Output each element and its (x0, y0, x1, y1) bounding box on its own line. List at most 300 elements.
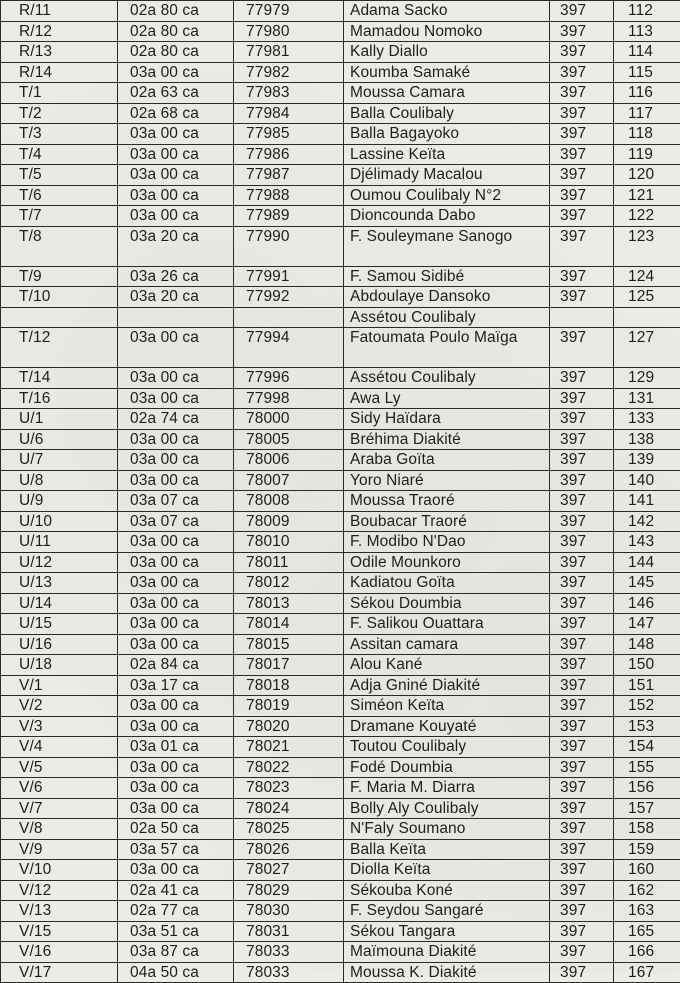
owner-name-cell: N'Faly Soumano (344, 819, 550, 840)
area-cell: 03a 07 ca (118, 491, 234, 512)
row-number-cell: 124 (614, 266, 680, 287)
reference-cell: 397 (550, 757, 614, 778)
lot-cell: V/6 (1, 778, 118, 799)
title-number-cell: 78017 (234, 655, 344, 676)
title-number-cell: 78029 (234, 880, 344, 901)
reference-cell: 397 (550, 962, 614, 983)
reference-cell: 397 (550, 839, 614, 860)
area-cell: 03a 00 ca (118, 368, 234, 389)
lot-cell: V/12 (1, 880, 118, 901)
row-number-cell (614, 307, 680, 328)
table-row (1, 83, 680, 104)
reference-cell: 397 (550, 655, 614, 676)
title-number-cell: 77998 (234, 388, 344, 409)
table-row (1, 287, 680, 308)
owner-name-cell: Balla Coulibaly (344, 103, 550, 124)
row-number-cell: 117 (614, 103, 680, 124)
area-cell: 02a 74 ca (118, 409, 234, 430)
area-cell: 03a 20 ca (118, 226, 234, 266)
lot-cell: T/10 (1, 287, 118, 308)
table-row (1, 962, 680, 983)
title-number-cell: 77984 (234, 103, 344, 124)
owner-name-cell: Balla Bagayoko (344, 124, 550, 145)
title-number-cell: 78018 (234, 675, 344, 696)
owner-name-cell: F. Modibo N'Dao (344, 532, 550, 553)
owner-name-cell: Sékou Doumbia (344, 593, 550, 614)
lot-cell: R/11 (1, 1, 118, 22)
table-row (1, 368, 680, 389)
table-row (1, 226, 680, 266)
title-number-cell: 78025 (234, 819, 344, 840)
table-row (1, 839, 680, 860)
lot-cell: V/7 (1, 798, 118, 819)
lot-cell: U/12 (1, 552, 118, 573)
row-number-cell: 159 (614, 839, 680, 860)
lot-cell: T/1 (1, 83, 118, 104)
title-number-cell: 77986 (234, 144, 344, 165)
row-number-cell: 151 (614, 675, 680, 696)
owner-name-cell: Moussa K. Diakité (344, 962, 550, 983)
owner-name-cell: F. Souleymane Sanogo (344, 226, 550, 266)
title-number-cell: 78005 (234, 429, 344, 450)
title-number-cell: 77990 (234, 226, 344, 266)
row-number-cell: 158 (614, 819, 680, 840)
area-cell: 03a 00 ca (118, 757, 234, 778)
reference-cell: 397 (550, 696, 614, 717)
title-number-cell: 78008 (234, 491, 344, 512)
row-number-cell: 156 (614, 778, 680, 799)
lot-cell: T/12 (1, 328, 118, 368)
reference-cell: 397 (550, 593, 614, 614)
area-cell: 04a 50 ca (118, 962, 234, 983)
title-number-cell: 78027 (234, 860, 344, 881)
table-row (1, 21, 680, 42)
area-cell: 03a 00 ca (118, 860, 234, 881)
lot-cell: T/2 (1, 103, 118, 124)
area-cell: 02a 80 ca (118, 1, 234, 22)
title-number-cell: 77989 (234, 206, 344, 227)
row-number-cell: 141 (614, 491, 680, 512)
row-number-cell: 112 (614, 1, 680, 22)
title-number-cell: 77983 (234, 83, 344, 104)
owner-name-cell: Djélimady Macalou (344, 165, 550, 186)
area-cell: 03a 00 ca (118, 696, 234, 717)
reference-cell: 397 (550, 552, 614, 573)
row-number-cell: 144 (614, 552, 680, 573)
row-number-cell: 167 (614, 962, 680, 983)
owner-name-cell: Boubacar Traoré (344, 511, 550, 532)
owner-name-cell: Siméon Keïta (344, 696, 550, 717)
area-cell: 03a 01 ca (118, 737, 234, 758)
lot-cell: U/9 (1, 491, 118, 512)
reference-cell: 397 (550, 206, 614, 227)
owner-name-cell: Mamadou Nomoko (344, 21, 550, 42)
area-cell: 03a 00 ca (118, 328, 234, 368)
lot-cell: T/3 (1, 124, 118, 145)
table-row (1, 634, 680, 655)
table-row (1, 491, 680, 512)
lot-cell: U/18 (1, 655, 118, 676)
row-number-cell: 131 (614, 388, 680, 409)
row-number-cell: 138 (614, 429, 680, 450)
area-cell: 03a 00 ca (118, 778, 234, 799)
lot-cell: T/14 (1, 368, 118, 389)
lot-cell: T/7 (1, 206, 118, 227)
table-row (1, 737, 680, 758)
table-row (1, 696, 680, 717)
lot-cell: V/17 (1, 962, 118, 983)
title-number-cell: 78021 (234, 737, 344, 758)
title-number-cell: 77987 (234, 165, 344, 186)
reference-cell: 397 (550, 614, 614, 635)
row-number-cell: 127 (614, 328, 680, 368)
reference-cell: 397 (550, 103, 614, 124)
table-row (1, 103, 680, 124)
area-cell: 03a 87 ca (118, 942, 234, 963)
owner-name-cell: Moussa Traoré (344, 491, 550, 512)
reference-cell: 397 (550, 42, 614, 63)
owner-name-cell: Bolly Aly Coulibaly (344, 798, 550, 819)
row-number-cell: 153 (614, 716, 680, 737)
table-row (1, 124, 680, 145)
reference-cell: 397 (550, 470, 614, 491)
area-cell: 03a 00 ca (118, 388, 234, 409)
reference-cell: 397 (550, 573, 614, 594)
title-number-cell: 78014 (234, 614, 344, 635)
title-number-cell: 77982 (234, 62, 344, 83)
reference-cell: 397 (550, 165, 614, 186)
lot-cell: T/9 (1, 266, 118, 287)
table-row (1, 819, 680, 840)
area-cell: 03a 00 ca (118, 470, 234, 491)
lot-cell: V/8 (1, 819, 118, 840)
reference-cell: 397 (550, 450, 614, 471)
owner-name-cell: Araba Goïta (344, 450, 550, 471)
lot-cell: U/7 (1, 450, 118, 471)
table-row (1, 470, 680, 491)
title-number-cell: 77981 (234, 42, 344, 63)
row-number-cell: 147 (614, 614, 680, 635)
table-row (1, 655, 680, 676)
reference-cell: 397 (550, 737, 614, 758)
lot-cell: U/8 (1, 470, 118, 491)
owner-name-cell: F. Salikou Ouattara (344, 614, 550, 635)
lot-cell: U/11 (1, 532, 118, 553)
lot-cell: V/5 (1, 757, 118, 778)
table-row (1, 593, 680, 614)
table-row (1, 614, 680, 635)
table-row (1, 901, 680, 922)
reference-cell (550, 307, 614, 328)
reference-cell: 397 (550, 491, 614, 512)
table-row (1, 778, 680, 799)
reference-cell: 397 (550, 942, 614, 963)
row-number-cell: 125 (614, 287, 680, 308)
table-row (1, 266, 680, 287)
row-number-cell: 162 (614, 880, 680, 901)
owner-name-cell: Oumou Coulibaly N°2 (344, 185, 550, 206)
reference-cell: 397 (550, 144, 614, 165)
area-cell: 03a 17 ca (118, 675, 234, 696)
title-number-cell: 78007 (234, 470, 344, 491)
title-number-cell: 78010 (234, 532, 344, 553)
table-row (1, 532, 680, 553)
title-number-cell: 78015 (234, 634, 344, 655)
lot-cell: U/13 (1, 573, 118, 594)
title-number-cell: 78019 (234, 696, 344, 717)
title-number-cell: 77996 (234, 368, 344, 389)
owner-name-cell: Kadiatou Goïta (344, 573, 550, 594)
owner-name-cell: Bréhima Diakité (344, 429, 550, 450)
row-number-cell: 165 (614, 921, 680, 942)
area-cell: 02a 41 ca (118, 880, 234, 901)
table-row (1, 860, 680, 881)
lot-cell: V/3 (1, 716, 118, 737)
title-number-cell: 78000 (234, 409, 344, 430)
owner-name-cell: Odile Mounkoro (344, 552, 550, 573)
owner-name-cell: Balla Keïta (344, 839, 550, 860)
row-number-cell: 122 (614, 206, 680, 227)
lot-cell: R/13 (1, 42, 118, 63)
reference-cell: 397 (550, 675, 614, 696)
area-cell: 03a 00 ca (118, 716, 234, 737)
area-cell: 02a 68 ca (118, 103, 234, 124)
title-number-cell: 78020 (234, 716, 344, 737)
reference-cell: 397 (550, 532, 614, 553)
table-row (1, 450, 680, 471)
lot-cell: V/1 (1, 675, 118, 696)
row-number-cell: 163 (614, 901, 680, 922)
lot-cell: V/13 (1, 901, 118, 922)
owner-name-cell: F. Seydou Sangaré (344, 901, 550, 922)
table-row (1, 942, 680, 963)
lot-cell: R/12 (1, 21, 118, 42)
row-number-cell: 115 (614, 62, 680, 83)
row-number-cell: 133 (614, 409, 680, 430)
owner-name-cell: Alou Kané (344, 655, 550, 676)
area-cell: 03a 00 ca (118, 593, 234, 614)
lot-cell: T/8 (1, 226, 118, 266)
row-number-cell: 150 (614, 655, 680, 676)
title-number-cell: 77980 (234, 21, 344, 42)
table-row (1, 757, 680, 778)
reference-cell: 397 (550, 860, 614, 881)
table-row (1, 185, 680, 206)
title-number-cell: 77991 (234, 266, 344, 287)
title-number-cell: 78026 (234, 839, 344, 860)
area-cell: 02a 80 ca (118, 42, 234, 63)
table-row (1, 921, 680, 942)
row-number-cell: 142 (614, 511, 680, 532)
title-number-cell (234, 307, 344, 328)
title-number-cell: 78023 (234, 778, 344, 799)
owner-name-cell: Fatoumata Poulo Maïga (344, 328, 550, 368)
owner-name-cell: Dramane Kouyaté (344, 716, 550, 737)
area-cell: 03a 00 ca (118, 614, 234, 635)
reference-cell: 397 (550, 778, 614, 799)
table-row (1, 880, 680, 901)
reference-cell: 397 (550, 328, 614, 368)
owner-name-cell: F. Maria M. Diarra (344, 778, 550, 799)
table-row (1, 798, 680, 819)
area-cell: 03a 00 ca (118, 165, 234, 186)
lot-cell: V/16 (1, 942, 118, 963)
row-number-cell: 140 (614, 470, 680, 491)
reference-cell: 397 (550, 921, 614, 942)
owner-name-cell: Adama Sacko (344, 1, 550, 22)
row-number-cell: 160 (614, 860, 680, 881)
table-row (1, 573, 680, 594)
owner-name-cell: Assétou Coulibaly (344, 307, 550, 328)
title-number-cell: 78012 (234, 573, 344, 594)
lot-cell: V/15 (1, 921, 118, 942)
lot-cell: U/14 (1, 593, 118, 614)
row-number-cell: 143 (614, 532, 680, 553)
title-number-cell: 78011 (234, 552, 344, 573)
owner-name-cell: Maïmouna Diakité (344, 942, 550, 963)
reference-cell: 397 (550, 62, 614, 83)
table-row (1, 144, 680, 165)
reference-cell: 397 (550, 429, 614, 450)
owner-name-cell: Adja Gniné Diakité (344, 675, 550, 696)
reference-cell: 397 (550, 368, 614, 389)
lot-cell: R/14 (1, 62, 118, 83)
owner-name-cell: Koumba Samaké (344, 62, 550, 83)
row-number-cell: 118 (614, 124, 680, 145)
lot-cell: V/4 (1, 737, 118, 758)
reference-cell: 397 (550, 388, 614, 409)
table-row (1, 675, 680, 696)
row-number-cell: 121 (614, 185, 680, 206)
owner-name-cell: Sidy Haïdara (344, 409, 550, 430)
table-row (1, 511, 680, 532)
reference-cell: 397 (550, 266, 614, 287)
row-number-cell: 145 (614, 573, 680, 594)
row-number-cell: 113 (614, 21, 680, 42)
area-cell: 02a 84 ca (118, 655, 234, 676)
area-cell: 03a 00 ca (118, 634, 234, 655)
area-cell: 03a 00 ca (118, 573, 234, 594)
owner-name-cell: Diolla Keïta (344, 860, 550, 881)
table-row (1, 1, 680, 22)
reference-cell: 397 (550, 511, 614, 532)
row-number-cell: 148 (614, 634, 680, 655)
reference-cell: 397 (550, 1, 614, 22)
table-body (1, 1, 680, 983)
row-number-cell: 155 (614, 757, 680, 778)
row-number-cell: 157 (614, 798, 680, 819)
area-cell: 03a 57 ca (118, 839, 234, 860)
owner-name-cell: Fodé Doumbia (344, 757, 550, 778)
table-row (1, 409, 680, 430)
title-number-cell: 77992 (234, 287, 344, 308)
row-number-cell: 114 (614, 42, 680, 63)
area-cell: 02a 80 ca (118, 21, 234, 42)
table-row (1, 165, 680, 186)
owner-name-cell: Toutou Coulibaly (344, 737, 550, 758)
table-row (1, 206, 680, 227)
title-number-cell: 78009 (234, 511, 344, 532)
owner-name-cell: Kally Diallo (344, 42, 550, 63)
reference-cell: 397 (550, 798, 614, 819)
reference-cell: 397 (550, 901, 614, 922)
reference-cell: 397 (550, 634, 614, 655)
title-number-cell: 78006 (234, 450, 344, 471)
area-cell: 03a 26 ca (118, 266, 234, 287)
title-number-cell: 78022 (234, 757, 344, 778)
lot-cell (1, 307, 118, 328)
title-number-cell: 78031 (234, 921, 344, 942)
lot-cell: T/5 (1, 165, 118, 186)
title-number-cell: 78030 (234, 901, 344, 922)
lot-cell: T/16 (1, 388, 118, 409)
lot-cell: U/6 (1, 429, 118, 450)
row-number-cell: 129 (614, 368, 680, 389)
table-row (1, 62, 680, 83)
owner-name-cell: Assétou Coulibaly (344, 368, 550, 389)
table-row (1, 307, 680, 328)
reference-cell: 397 (550, 83, 614, 104)
area-cell: 03a 00 ca (118, 552, 234, 573)
lot-cell: V/2 (1, 696, 118, 717)
owner-name-cell: F. Samou Sidibé (344, 266, 550, 287)
lot-cell: U/15 (1, 614, 118, 635)
area-cell: 03a 51 ca (118, 921, 234, 942)
table-row (1, 552, 680, 573)
owner-name-cell: Sékouba Koné (344, 880, 550, 901)
table-row (1, 388, 680, 409)
reference-cell: 397 (550, 287, 614, 308)
reference-cell: 397 (550, 21, 614, 42)
area-cell (118, 307, 234, 328)
title-number-cell: 77985 (234, 124, 344, 145)
lot-cell: V/10 (1, 860, 118, 881)
area-cell: 03a 00 ca (118, 429, 234, 450)
area-cell: 02a 77 ca (118, 901, 234, 922)
reference-cell: 397 (550, 716, 614, 737)
owner-name-cell: Sékou Tangara (344, 921, 550, 942)
area-cell: 03a 20 ca (118, 287, 234, 308)
area-cell: 02a 63 ca (118, 83, 234, 104)
owner-name-cell: Awa Ly (344, 388, 550, 409)
reference-cell: 397 (550, 409, 614, 430)
owner-name-cell: Lassine Keïta (344, 144, 550, 165)
row-number-cell: 119 (614, 144, 680, 165)
owner-name-cell: Abdoulaye Dansoko (344, 287, 550, 308)
row-number-cell: 120 (614, 165, 680, 186)
title-number-cell: 77979 (234, 1, 344, 22)
lot-cell: U/10 (1, 511, 118, 532)
row-number-cell: 152 (614, 696, 680, 717)
title-number-cell: 77994 (234, 328, 344, 368)
table-row (1, 328, 680, 368)
reference-cell: 397 (550, 880, 614, 901)
owner-name-cell: Yoro Niaré (344, 470, 550, 491)
area-cell: 02a 50 ca (118, 819, 234, 840)
lot-cell: U/16 (1, 634, 118, 655)
reference-cell: 397 (550, 226, 614, 266)
reference-cell: 397 (550, 185, 614, 206)
title-number-cell: 78033 (234, 962, 344, 983)
table-row (1, 429, 680, 450)
area-cell: 03a 00 ca (118, 185, 234, 206)
lot-cell: T/4 (1, 144, 118, 165)
area-cell: 03a 00 ca (118, 798, 234, 819)
table-row (1, 716, 680, 737)
row-number-cell: 166 (614, 942, 680, 963)
title-number-cell: 78024 (234, 798, 344, 819)
area-cell: 03a 00 ca (118, 144, 234, 165)
